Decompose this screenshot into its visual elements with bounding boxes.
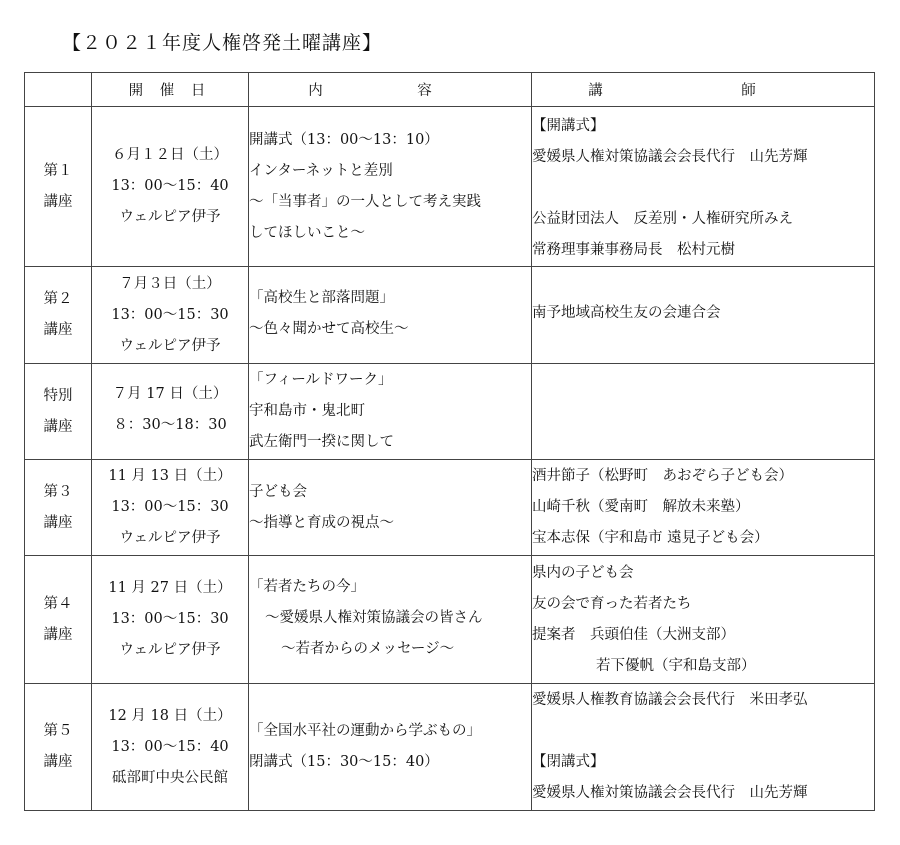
lecturer-cell	[532, 267, 875, 364]
date-cell	[92, 556, 249, 684]
date-cell	[92, 460, 249, 556]
lecturer-line: 常務理事兼事務局長 松村元樹	[532, 242, 735, 258]
session-cell	[25, 267, 92, 364]
header-date-label: 開 催 日	[128, 83, 212, 99]
content-line: してほしいこと〜	[249, 224, 365, 241]
table-row	[25, 556, 875, 684]
session-cell	[25, 684, 92, 811]
header-date	[92, 73, 249, 107]
time-line: ８：30〜18：30	[113, 417, 227, 433]
lecturer-line: 【開講式】	[532, 118, 605, 134]
session-label: 講座	[43, 626, 73, 643]
date-line: ７月３日（土）	[119, 275, 221, 292]
lecturer-line: 公益財団法人 反差別・人権研究所みえ	[532, 211, 793, 227]
venue-line: ウェルピア伊予	[119, 642, 221, 658]
lecturer-line: 【閉講式】	[532, 754, 605, 770]
date-line: ６月１２日（土）	[112, 147, 228, 163]
content-line: 武左衛門一揆に関して	[249, 434, 394, 450]
session-label: 第２	[43, 291, 73, 307]
time-line: 13：00〜15：40	[111, 178, 229, 194]
header-content-label: 内 容	[308, 83, 472, 99]
lecturer-line: 友の会で育った若者たち	[532, 595, 692, 612]
content-cell	[249, 460, 532, 556]
lecturer-line: 愛媛県人権対策協議会会長代行 山先芳輝	[532, 785, 808, 801]
lecturer-cell	[532, 684, 875, 811]
lecturer-line: 県内の子ども会	[532, 564, 634, 581]
table-row	[25, 684, 875, 811]
session-label: 第３	[43, 483, 73, 500]
lecturer-line: 提案者 兵頭伯佳（大洲支部）	[532, 626, 735, 643]
session-label: 講座	[43, 322, 73, 338]
venue-line: ウェルピア伊予	[119, 530, 221, 546]
session-cell	[25, 556, 92, 684]
lecturer-cell	[532, 107, 875, 267]
lecturer-line	[532, 716, 874, 747]
content-line: 開講式（13：00〜13：10）	[249, 131, 439, 148]
session-cell	[25, 460, 92, 556]
lecturer-cell	[532, 556, 875, 684]
session-label: 第５	[43, 723, 73, 739]
time-line: 13：00〜15：30	[111, 306, 229, 323]
session-label: 講座	[43, 193, 73, 210]
session-cell	[25, 107, 92, 267]
date-cell	[92, 684, 249, 811]
table-row	[25, 364, 875, 460]
header-lecturer-label: 講 師	[588, 83, 818, 99]
content-line: 〜愛媛県人権対策協議会の皆さん	[265, 610, 483, 626]
table-row	[25, 460, 875, 556]
content-cell	[249, 684, 532, 811]
lecturer-cell	[532, 364, 875, 460]
time-line: 13：00〜15：30	[111, 499, 229, 515]
content-line: 子ども会	[249, 483, 307, 500]
lecturer-line	[532, 173, 874, 204]
date-line: ７月 17 日（土）	[112, 386, 228, 402]
content-cell	[249, 364, 532, 460]
lecturer-line: 南予地域高校生友の会連合会	[532, 305, 721, 321]
content-line: 〜指導と育成の視点〜	[249, 514, 394, 531]
content-line: 「高校生と部落問題」	[249, 290, 394, 306]
session-label: 講座	[43, 754, 73, 770]
schedule-table	[24, 72, 875, 811]
venue-line: ウェルピア伊予	[119, 337, 221, 354]
session-label: 第１	[43, 162, 73, 179]
venue-line: 砥部町中央公民館	[112, 769, 228, 786]
lecturer-line: 宝本志保（宇和島市 遠見子ども会）	[532, 530, 769, 546]
date-line: 11 月 27 日（土）	[108, 580, 232, 596]
table-row	[25, 107, 875, 267]
lecturer-line: 愛媛県人権教育協議会会長代行 米田孝弘	[532, 692, 808, 708]
time-line: 13：00〜15：40	[111, 738, 229, 755]
lecturer-line: 酒井節子（松野町 あおぞら子ども会）	[532, 468, 793, 484]
date-cell	[92, 364, 249, 460]
table-row	[25, 267, 875, 364]
content-line: 「フィールドワーク」	[249, 372, 393, 388]
header-row	[25, 73, 875, 107]
header-content	[249, 73, 532, 107]
content-line: 〜「当事者」の一人として考え実践	[249, 193, 481, 210]
content-line: 閉講式（15：30〜15：40）	[249, 754, 439, 770]
content-line: 宇和島市・鬼北町	[249, 403, 365, 419]
lecturer-cell	[532, 460, 875, 556]
lecturer-line: 愛媛県人権対策協議会会長代行 山先芳輝	[532, 149, 808, 165]
session-label: 第４	[43, 595, 73, 612]
session-cell	[25, 364, 92, 460]
lecturer-line: 山崎千秋（愛南町 解放未来塾）	[532, 499, 750, 515]
venue-line: ウェルピア伊予	[119, 209, 221, 225]
session-label: 特別	[43, 387, 73, 404]
date-line: 12 月 18 日（土）	[108, 707, 232, 724]
lecturer-line: 若下優帆（宇和島支部）	[596, 657, 756, 674]
time-line: 13：00〜15：30	[111, 611, 229, 627]
session-label: 講座	[43, 418, 73, 435]
content-line: インターネットと差別	[249, 162, 393, 179]
content-line: 〜若者からのメッセージ〜	[281, 641, 455, 657]
header-session	[25, 73, 92, 107]
date-cell	[92, 107, 249, 267]
content-line: 「全国水平社の運動から学ぶもの」	[249, 723, 481, 739]
date-line: 11 月 13 日（土）	[108, 468, 232, 484]
content-cell	[249, 556, 532, 684]
session-label: 講座	[43, 514, 73, 531]
content-line: 〜色々聞かせて高校生〜	[249, 321, 409, 337]
content-cell	[249, 267, 532, 364]
document-title: 【２０２１年度人権啓発土曜講座】	[62, 32, 383, 54]
date-cell	[92, 267, 249, 364]
content-cell	[249, 107, 532, 267]
content-line: 「若者たちの今」	[249, 579, 365, 595]
header-lecturer	[532, 73, 875, 107]
